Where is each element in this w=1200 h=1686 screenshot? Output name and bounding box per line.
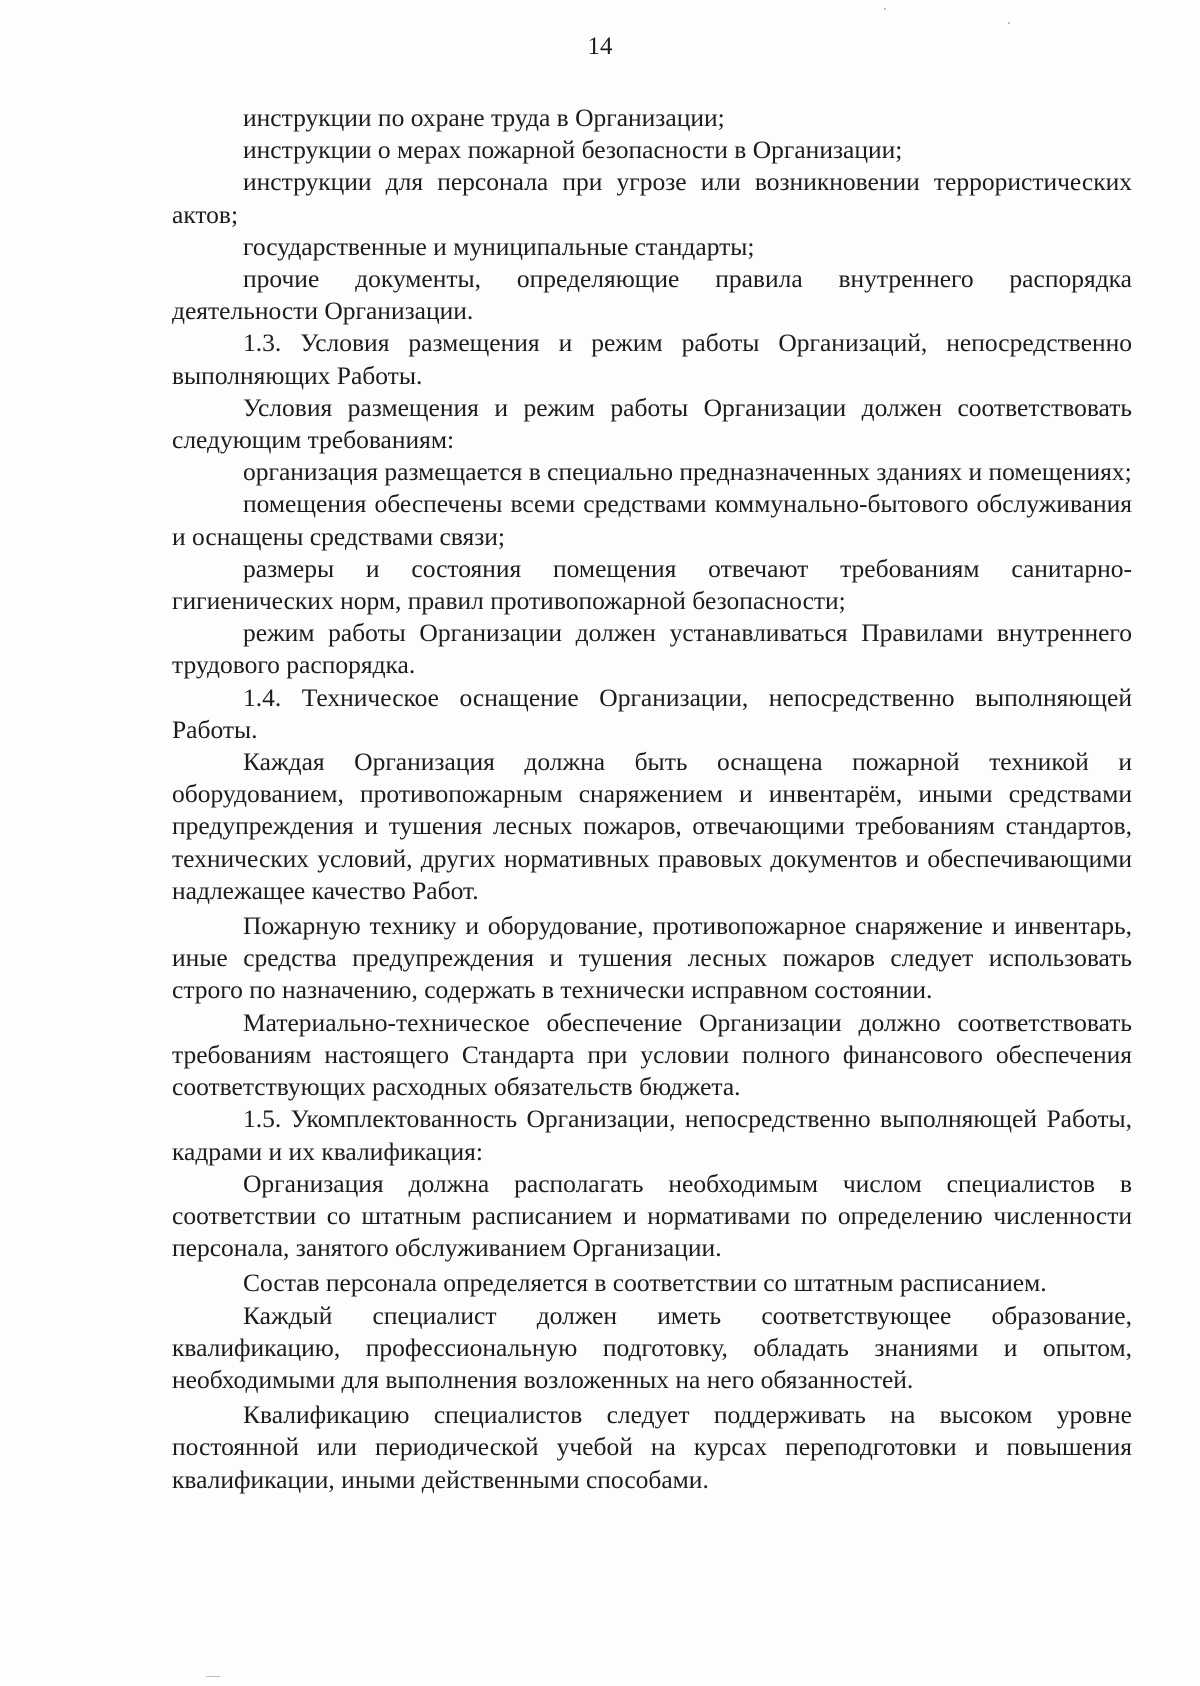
scan-speck — [884, 8, 886, 10]
paragraph: Каждый специалист должен иметь соответствующее образование, квалификацию, профессиональную подготовку, обладать знаниями и опытом, необходимыми для выполнения возложенных на него обязанностей. — [172, 1300, 1132, 1394]
paragraph: Каждая Организация должна быть оснащена пожарной техникой и оборудованием, противопожарным снаряжением и инвентарём, иными средствами предупреждения и тушения лесных пожаров, отвечающими требованиям стандартов, технических условий, других нормативных правовых документов и обеспечивающими надлежащее качество Работ. — [172, 747, 1132, 905]
scan-speck — [1008, 22, 1010, 24]
paragraph: Квалификацию специалистов следует поддерживать на высоком уровне постоянной или периодической учебой на курсах переподготовки и повышения квалификации, иными действенными способами. — [172, 1400, 1132, 1494]
paragraph: прочие документы, определяющие правила внутреннего распорядка деятельности Организации. — [172, 264, 1132, 326]
paragraph: помещения обеспечены всеми средствами коммунально-бытового обслуживания и оснащены средствами связи; — [172, 489, 1132, 551]
paragraph: Условия размещения и режим работы Организации должен соответствовать следующим требованиям: — [172, 392, 1132, 455]
section-heading-1-4: 1.4. Техническое оснащение Организации, непосредственно выполняющей Работы. — [172, 682, 1132, 744]
paragraph: инструкции по охране труда в Организации; — [243, 103, 725, 132]
paragraph: Состав персонала определяется в соответствии со штатным расписанием. — [243, 1268, 1047, 1298]
paragraph: режим работы Организации должен устанавливаться Правилами внутреннего трудового распорядка. — [172, 618, 1132, 680]
document-body — [172, 102, 1132, 1496]
paragraph: государственные и муниципальные стандарты; — [243, 231, 755, 261]
paragraph: инструкции о мерах пожарной безопасности в Организации; — [243, 135, 903, 165]
paragraph: Материально-техническое обеспечение Организации должно соответствовать требованиям настоящего Стандарта при условии полного финансового обеспечения соответствующих расходных обязательств бюджета. — [172, 1007, 1132, 1102]
paragraph: размеры и состояния помещения отвечают требованиям санитарно-гигиенических норм, правил противопожарной безопасности; — [172, 553, 1132, 616]
paragraph: инструкции для персонала при угрозе или возникновении террористических актов; — [172, 167, 1132, 229]
scan-speck — [206, 1676, 220, 1677]
section-heading-1-5: 1.5. Укомплектованность Организации, непосредственно выполняющей Работы, кадрами и их квалификация: — [172, 1104, 1132, 1166]
page-number: 14 — [587, 33, 613, 60]
paragraph: Пожарную технику и оборудование, противопожарное снаряжение и инвентарь, иные средства предупреждения и тушения лесных пожаров следует использовать строго по назначению, содержать в технически исправном состоянии. — [172, 911, 1132, 1005]
section-heading-1-3: 1.3. Условия размещения и режим работы Организаций, непосредственно выполняющих Работы. — [172, 328, 1132, 390]
paragraph: Организация должна располагать необходимым числом специалистов в соответствии со штатным расписанием и нормативами по определению численности персонала, занятого обслуживанием Организации. — [172, 1168, 1132, 1263]
paragraph: организация размещается в специально предназначенных зданиях и помещениях; — [243, 457, 1132, 487]
